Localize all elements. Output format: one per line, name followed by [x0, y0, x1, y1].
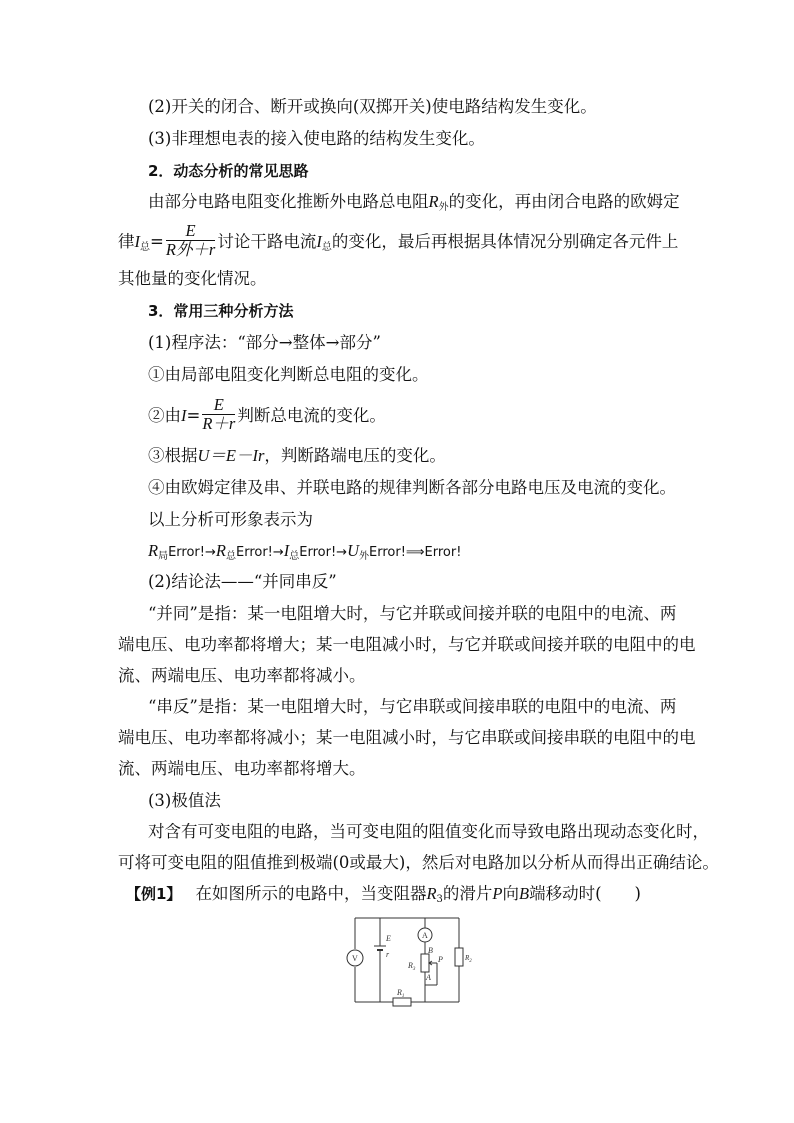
circuit-diagram [347, 910, 472, 1010]
math-symbol: P [492, 884, 503, 903]
r2-letter: R [465, 954, 470, 962]
r1-subscript: 1 [401, 994, 405, 999]
text: 端电压、电功率都将增大；某一电阻减小时，与它并联或间接并联的电阻中的电 [118, 635, 696, 654]
text: 判断总电流的变化。 [237, 406, 386, 425]
text: 以上分析可形象表示为 [148, 510, 313, 529]
subscript: 局 [158, 551, 169, 562]
text: (3)极值法 [148, 791, 221, 810]
math-symbol: R [428, 192, 439, 211]
text-line [148, 571, 337, 593]
text: (3)非理想电表的接入使电路的结构发生变化。 [148, 129, 485, 148]
slider-label: P [438, 955, 443, 964]
text: 由部分电路电阻变化推断外电路总电阻 [148, 192, 429, 211]
text-line [148, 477, 676, 499]
subscript: 外 [359, 551, 369, 562]
formula: U＝E－Ir [197, 446, 265, 465]
text-line [148, 128, 485, 150]
terminal-b-label: B [428, 946, 433, 955]
denominator: R外＋r [165, 240, 216, 259]
text: 端电压、电功率都将减小；某一电阻减小时，与它串联或间接串联的电阻中的电 [118, 728, 696, 747]
text: 律 [118, 232, 135, 251]
error-text: Error!→ [168, 545, 216, 560]
text-line [148, 395, 386, 435]
resistor-r1 [393, 998, 411, 1006]
text: 对含有可变电阻的电路，当可变电阻的阻值变化而导致电路出现动态变化时， [148, 822, 709, 841]
example-question [126, 883, 641, 911]
math-symbol: I [134, 232, 140, 251]
text-line [118, 758, 366, 780]
text-line [118, 727, 696, 749]
text-line [118, 852, 719, 874]
text: 端移动时( ) [529, 884, 641, 903]
subscript: 总 [321, 242, 332, 253]
voltmeter-label: V [352, 954, 358, 963]
equals: = [186, 406, 201, 425]
equals: = [150, 232, 164, 251]
text-line [148, 96, 597, 118]
math-symbol: R [215, 541, 226, 560]
text: ④由欧姆定律及串、并联电路的规律判断各部分电路电压及电流的变化。 [148, 478, 676, 497]
heading-text: 2．动态分析的常见思路 [148, 162, 309, 180]
r3-subscript: 3 [412, 967, 416, 972]
denominator: R＋r [202, 414, 236, 433]
text: ③根据 [148, 446, 198, 465]
flow-expression [148, 540, 461, 568]
emf-label: E [386, 934, 391, 943]
text: (2)结论法——“并同串反” [148, 572, 337, 591]
text: (2)开关的闭合、断开或换向(双掷开关)使电路结构发生变化。 [148, 97, 597, 116]
text-line [148, 821, 709, 843]
text: “串反”是指：某一电阻增大时，与它串联或间接串联的电阻中的电流、两 [148, 697, 677, 716]
section-heading [148, 300, 293, 322]
text-line [148, 364, 429, 386]
text-line [148, 790, 221, 812]
r1-label [396, 988, 404, 999]
math-symbol: R [148, 541, 159, 560]
text: 讨论干路电流 [217, 232, 317, 251]
text: 流、两端电压、电功率都将增大。 [118, 759, 366, 778]
rheostat-r3 [421, 954, 429, 972]
text-line [118, 665, 366, 687]
text-line [118, 268, 267, 290]
math-symbol: U [347, 541, 359, 560]
text-line [118, 221, 679, 261]
section-heading [148, 160, 308, 182]
error-text: Error!⟹Error! [369, 545, 462, 560]
error-text: Error!→ [299, 545, 348, 560]
r2-label [464, 954, 472, 964]
fraction [166, 222, 216, 259]
r3-label [407, 961, 416, 972]
text: ，判断路端电压的变化。 [264, 446, 446, 465]
text: 其他量的变化情况。 [118, 269, 267, 288]
subscript: 总 [289, 551, 300, 562]
text: ②由 [148, 406, 181, 425]
r1-letter: R [397, 988, 402, 997]
text: 流、两端电压、电功率都将减小。 [118, 666, 366, 685]
ammeter-label: A [422, 931, 428, 940]
math-symbol: R [426, 884, 437, 903]
text-line [148, 509, 313, 531]
text-line [148, 332, 381, 354]
math-symbol: I [283, 541, 290, 560]
text: ①由局部电阻变化判断总电阻的变化。 [148, 365, 429, 384]
internal-resistance-label: r [386, 950, 390, 959]
math-symbol: I [181, 406, 187, 425]
text-line [148, 696, 676, 718]
text: 向 [502, 884, 519, 903]
r2-subscript: 2 [469, 959, 472, 964]
math-symbol: I [316, 232, 322, 251]
text-line [148, 191, 680, 219]
text: (1)程序法：“部分→整体→部分” [148, 333, 381, 352]
r3-letter: R [408, 961, 413, 970]
heading-text: 3．常用三种分析方法 [148, 302, 294, 320]
subscript: 外 [438, 202, 449, 213]
resistor-r2 [455, 948, 463, 966]
subscript: 总 [140, 242, 150, 253]
subscript: 总 [225, 551, 236, 562]
text: 的变化，最后再根据具体情况分别确定各元件上 [331, 232, 679, 251]
terminal-a-label: A [426, 973, 431, 982]
text: 可将可变电阻的阻值推到极端(0或最大)，然后对电路加以分析从而得出正确结论。 [118, 853, 719, 872]
fraction [202, 396, 235, 433]
text: 的滑片 [442, 884, 493, 903]
math-symbol: B [519, 884, 530, 903]
text: “并同”是指：某一电阻增大时，与它并联或间接并联的电阻中的电流、两 [148, 604, 677, 623]
text: 在如图所示的电路中，当变阻器 [195, 884, 427, 903]
numerator: E [202, 396, 235, 415]
text-line [118, 634, 696, 656]
example-tag: 【例1】 [126, 885, 182, 903]
subscript: 3 [436, 894, 443, 905]
text-line [148, 603, 676, 625]
text: 的变化，再由闭合电路的欧姆定 [448, 192, 680, 211]
text-line [148, 445, 446, 467]
error-text: Error!→ [235, 545, 284, 560]
numerator: E [166, 222, 216, 241]
